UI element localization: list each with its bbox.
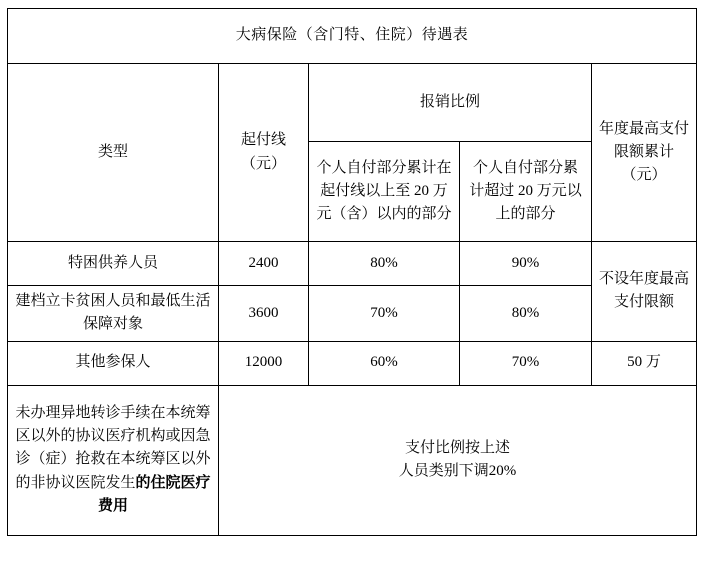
note-condition-emphasis: 的住院医疗费用 [97, 474, 211, 514]
row-deductible-0: 2400 [219, 242, 309, 286]
benefits-table [7, 8, 697, 536]
document-page [0, 8, 703, 576]
header-type: 类型 [8, 64, 219, 242]
row-tier2-1: 80% [460, 286, 592, 342]
header-annual-cap: 年度最高支付限额累计（元） [592, 64, 697, 242]
table-row [8, 242, 697, 286]
row-cap-2: 50 万 [592, 341, 697, 385]
row-deductible-2: 12000 [219, 341, 309, 385]
row-deductible-1: 3600 [219, 286, 309, 342]
note-condition-text: 未办理异地转诊手续在本统筹区以外的协议医疗机构或因急诊（症）抢救在本统筹区以外的非协议医院发生 [15, 404, 211, 491]
note-condition [8, 385, 219, 535]
table-header-row [8, 64, 697, 142]
row-tier2-0: 90% [460, 242, 592, 286]
row-tier1-2: 60% [309, 341, 460, 385]
note-result: 支付比例按上述 人员类别下调20% [219, 385, 697, 535]
row-type-0: 特困供养人员 [8, 242, 219, 286]
table-note-row [8, 385, 697, 535]
header-reimbursement-ratio: 报销比例 [309, 64, 592, 142]
header-deductible: 起付线（元） [219, 64, 309, 242]
row-tier1-0: 80% [309, 242, 460, 286]
table-title-row [8, 9, 697, 64]
subheader-tier-1: 个人自付部分累计在起付线以上至 20 万元（含）以内的部分 [309, 142, 460, 242]
row-tier2-2: 70% [460, 341, 592, 385]
row-cap-merged: 不设年度最高支付限额 [592, 242, 697, 342]
subheader-tier-2: 个人自付部分累计超过 20 万元以上的部分 [460, 142, 592, 242]
table-row [8, 341, 697, 385]
row-type-1: 建档立卡贫困人员和最低生活保障对象 [8, 286, 219, 342]
row-type-2: 其他参保人 [8, 341, 219, 385]
table-title: 大病保险（含门特、住院）待遇表 [8, 9, 697, 64]
row-tier1-1: 70% [309, 286, 460, 342]
